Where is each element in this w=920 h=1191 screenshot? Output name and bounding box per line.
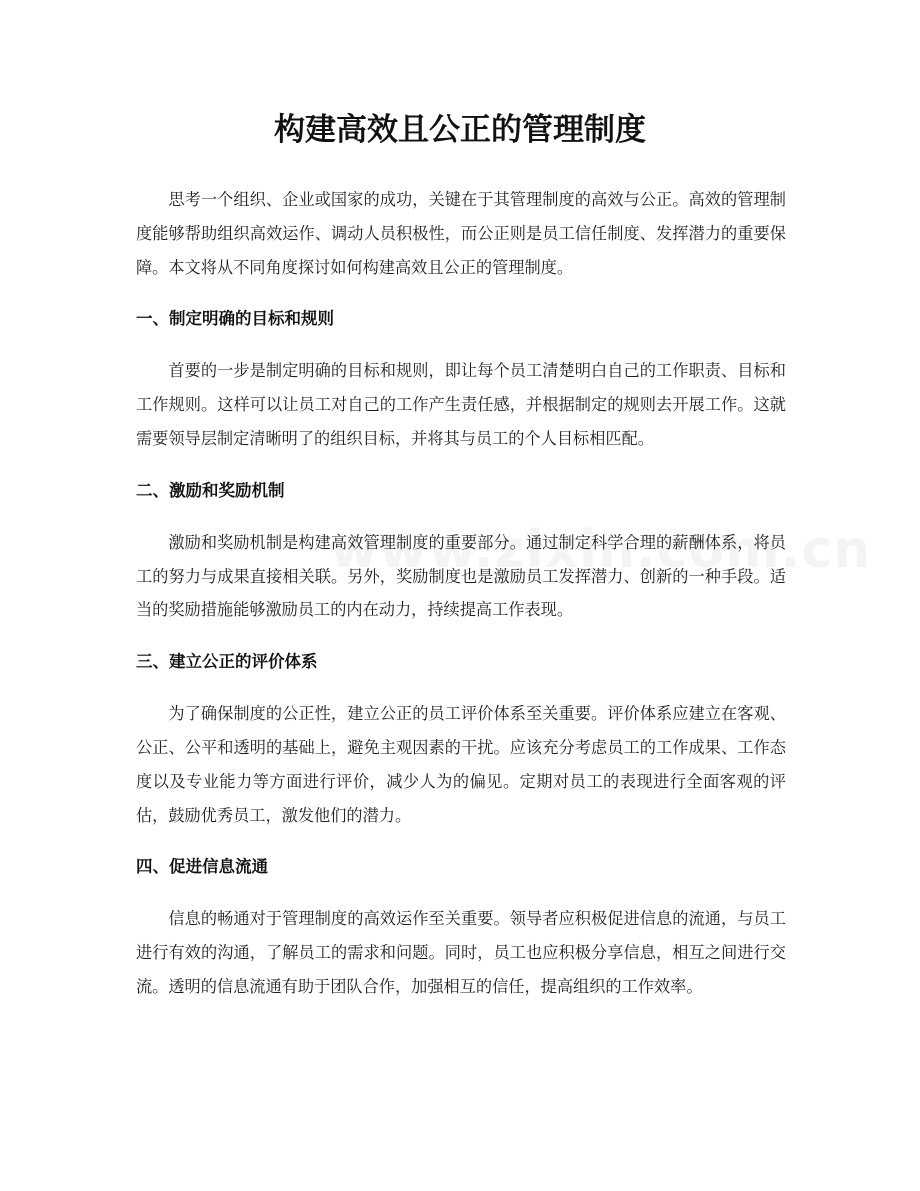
section-paragraph: 信息的畅通对于管理制度的高效运作至关重要。领导者应积极促进信息的流通，与员工进行有效的沟通，了解员工的需求和问题。同时，员工也应积极分享信息，相互之间进行交流。透明的信息流通有助于团队合作，加强相互的信任，提高组织的工作效率。 — [136, 909, 786, 996]
section-paragraph: 激励和奖励机制是构建高效管理制度的重要部分。通过制定科学合理的薪酬体系，将员工的努力与成果直接相关联。另外，奖励制度也是激励员工发挥潜力、创新的一种手段。适当的奖励措施能够激励员工的内在动力，持续提高工作表现。 — [136, 532, 786, 620]
section-heading: 二、激励和奖励机制 — [136, 480, 285, 500]
section-3 — [136, 647, 786, 832]
section-2 — [136, 476, 786, 627]
section-paragraph: 为了确保制度的公正性，建立公正的员工评价体系至关重要。评价体系应建立在客观、公正、公平和透明的基础上，避免主观因素的干扰。应该充分考虑员工的工作成果、工作态度以及专业能力等方面进行评价，减少人为的偏见。定期对员工的表现进行全面客观的评估，鼓励优秀员工，激发他们的潜力。 — [136, 704, 786, 825]
section-paragraph: 首要的一步是制定明确的目标和规则，即让每个员工清楚明白自己的工作职责、目标和工作规则。这样可以让员工对自己的工作产生责任感，并根据制定的规则去开展工作。这就需要领导层制定清晰明了的组织目标，并将其与员工的个人目标相匹配。 — [136, 361, 786, 448]
section-1 — [136, 304, 786, 455]
section-heading: 四、促进信息流通 — [136, 857, 268, 877]
section-heading: 一、制定明确的目标和规则 — [136, 309, 334, 329]
section-4 — [136, 852, 786, 1003]
section-heading: 三、建立公正的评价体系 — [136, 652, 318, 672]
document-body — [136, 183, 786, 1004]
intro-paragraph: 思考一个组织、企业或国家的成功，关键在于其管理制度的高效与公正。高效的管理制度能够帮助组织高效运作、调动人员积极性，而公正则是员工信任制度、发挥潜力的重要保障。本文将从不同角度探讨如何构建高效且公正的管理制度。 — [136, 190, 786, 277]
document-title: 构建高效且公正的管理制度 — [274, 112, 646, 148]
